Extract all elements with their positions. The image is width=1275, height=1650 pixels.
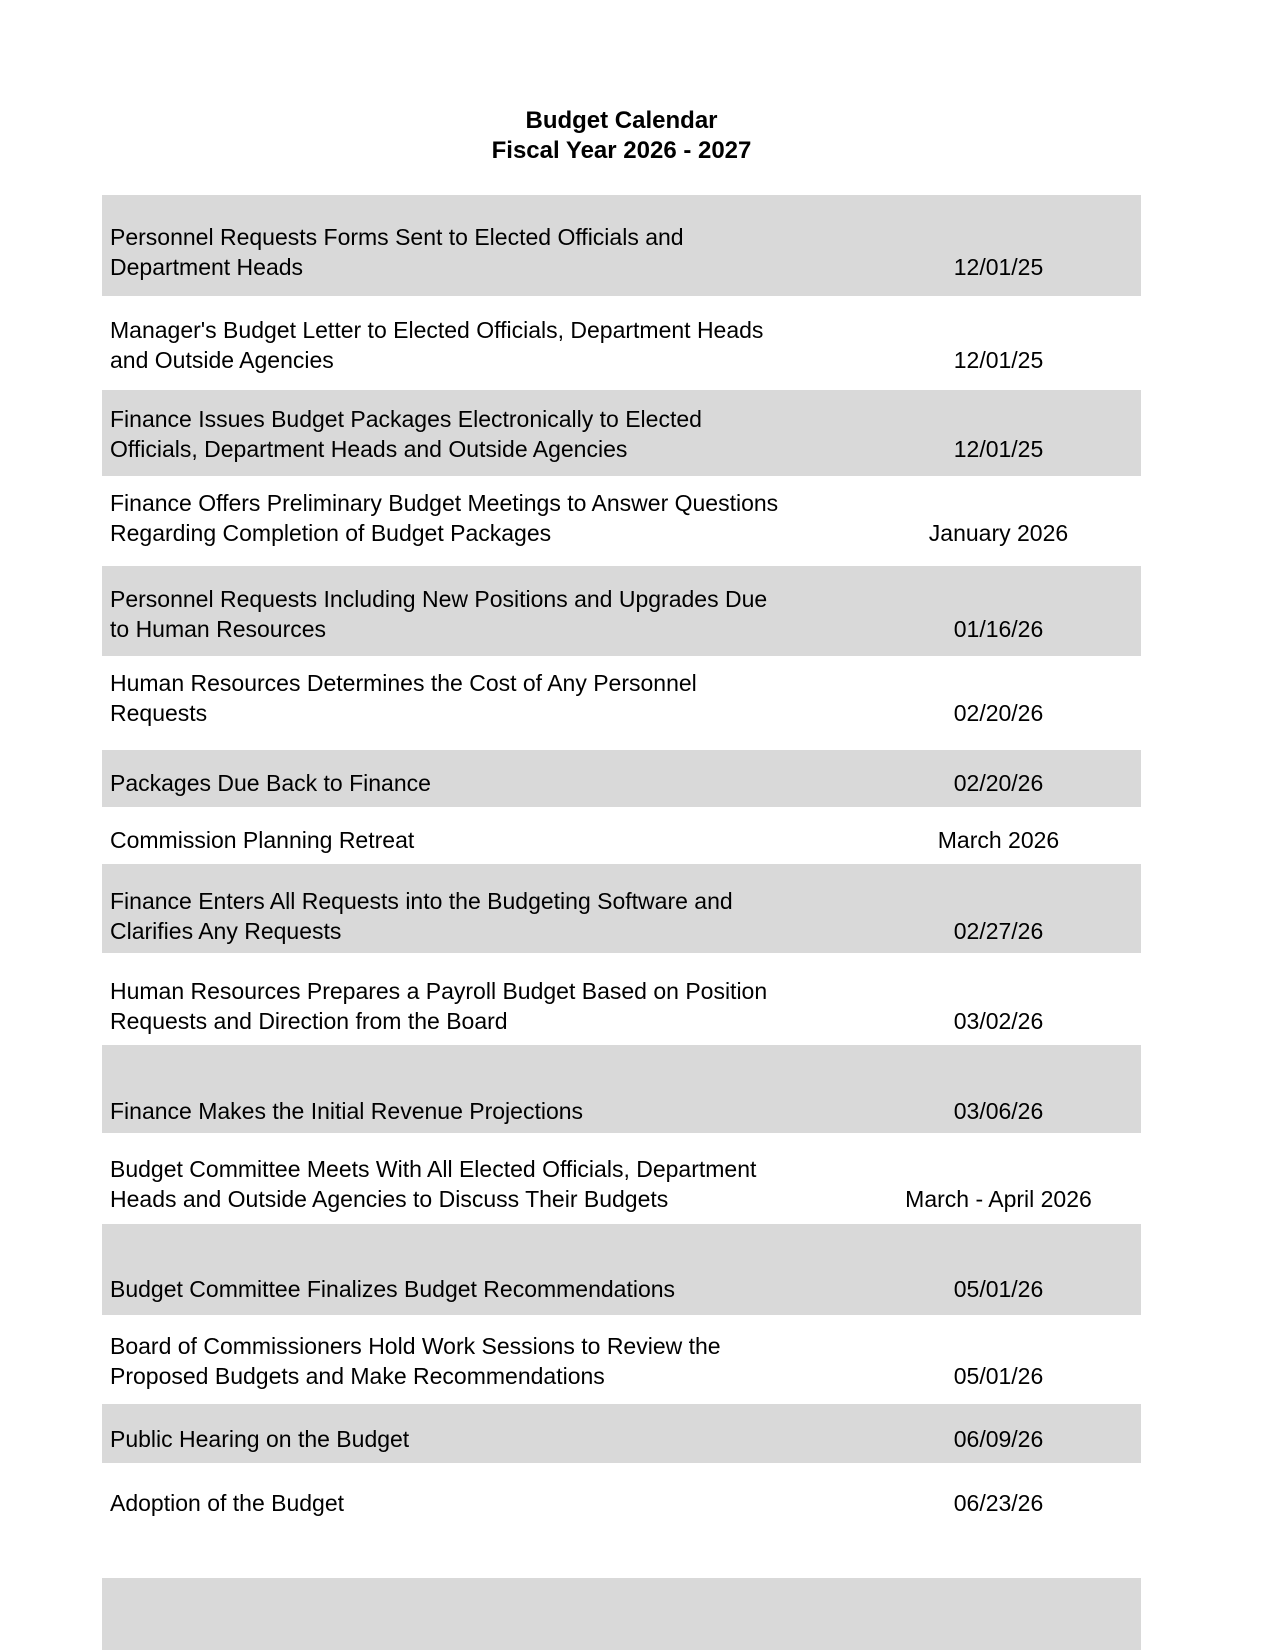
description-line: to Human Resources	[110, 616, 327, 642]
description-line: Requests and Direction from the Board	[110, 1008, 508, 1034]
description-line: Human Resources Prepares a Payroll Budget Based on Position	[110, 978, 768, 1004]
description-line: Public Hearing on the Budget	[110, 1426, 410, 1452]
table-row	[102, 1133, 1141, 1224]
description-line: Finance Issues Budget Packages Electronically to Elected	[110, 406, 702, 432]
row-description	[102, 976, 856, 1036]
document-header	[102, 106, 1141, 166]
description-line: Finance Enters All Requests into the Budgeting Software and	[110, 888, 733, 914]
row-description	[102, 1488, 856, 1518]
table-row	[102, 953, 1141, 1045]
row-date: 03/02/26	[953, 1008, 1044, 1034]
description-line: Manager's Budget Letter to Elected Officials, Department Heads	[110, 317, 764, 343]
table-row	[102, 864, 1141, 953]
row-description	[102, 1424, 856, 1454]
row-date: 03/06/26	[953, 1098, 1044, 1124]
row-description	[102, 404, 856, 464]
row-date: 02/27/26	[953, 918, 1044, 944]
table-row	[102, 1578, 1141, 1650]
description-line: Proposed Budgets and Make Recommendations	[110, 1363, 605, 1389]
description-line: Officials, Department Heads and Outside Agencies	[110, 436, 628, 462]
row-description	[102, 1154, 856, 1214]
description-line: Packages Due Back to Finance	[110, 770, 431, 796]
row-date: 05/01/26	[953, 1276, 1044, 1302]
row-date: March - April 2026	[905, 1186, 1092, 1212]
description-line: Requests	[110, 700, 208, 726]
row-date: 06/09/26	[953, 1426, 1044, 1452]
row-description	[102, 584, 856, 644]
table-row	[102, 566, 1141, 656]
description-line: Personnel Requests Forms Sent to Elected Officials and	[110, 224, 684, 250]
description-line: Board of Commissioners Hold Work Sessions to Review the	[110, 1333, 721, 1359]
table-row	[102, 296, 1141, 390]
row-date: March 2026	[937, 827, 1060, 853]
row-description	[102, 1274, 856, 1304]
table-row	[102, 1315, 1141, 1404]
table-row	[102, 1224, 1141, 1315]
row-date: 12/01/25	[953, 436, 1044, 462]
description-line: Human Resources Determines the Cost of Any Personnel	[110, 670, 697, 696]
row-description	[102, 222, 856, 282]
row-description	[102, 668, 856, 728]
row-date: 01/16/26	[953, 616, 1044, 642]
row-description	[102, 1096, 856, 1126]
row-description	[102, 825, 856, 855]
row-date: 05/01/26	[953, 1363, 1044, 1389]
row-description	[102, 768, 856, 798]
row-description	[102, 315, 856, 375]
description-line: Budget Committee Meets With All Elected Officials, Department	[110, 1156, 757, 1182]
row-description	[102, 886, 856, 946]
description-line: Adoption of the Budget	[110, 1490, 345, 1516]
description-line: Finance Makes the Initial Revenue Projections	[110, 1098, 584, 1124]
row-date: January 2026	[928, 520, 1069, 546]
row-description	[102, 1331, 856, 1391]
table-row	[102, 390, 1141, 476]
table-row	[102, 807, 1141, 864]
description-line: Personnel Requests Including New Positions and Upgrades Due	[110, 586, 768, 612]
table-row	[102, 1045, 1141, 1133]
description-line: Clarifies Any Requests	[110, 918, 342, 944]
row-date: 06/23/26	[953, 1490, 1044, 1516]
row-description	[102, 488, 856, 548]
document-title: Budget Calendar	[525, 107, 718, 134]
description-line: Commission Planning Retreat	[110, 827, 415, 853]
description-line: Department Heads	[110, 254, 304, 280]
row-date: 12/01/25	[953, 254, 1044, 280]
table-row	[102, 1404, 1141, 1463]
table-row	[102, 476, 1141, 566]
table-row	[102, 195, 1141, 296]
row-date: 02/20/26	[953, 770, 1044, 796]
row-date: 02/20/26	[953, 700, 1044, 726]
budget-calendar-table	[102, 195, 1141, 1650]
table-row	[102, 656, 1141, 750]
description-line: Heads and Outside Agencies to Discuss Their Budgets	[110, 1186, 669, 1212]
description-line: and Outside Agencies	[110, 347, 334, 373]
row-date: 12/01/25	[953, 347, 1044, 373]
table-row	[102, 1463, 1141, 1578]
description-line: Finance Offers Preliminary Budget Meetings to Answer Questions	[110, 490, 779, 516]
description-line: Budget Committee Finalizes Budget Recommendations	[110, 1276, 676, 1302]
table-row	[102, 750, 1141, 807]
document-subtitle: Fiscal Year 2026 - 2027	[491, 137, 752, 164]
description-line: Regarding Completion of Budget Packages	[110, 520, 552, 546]
